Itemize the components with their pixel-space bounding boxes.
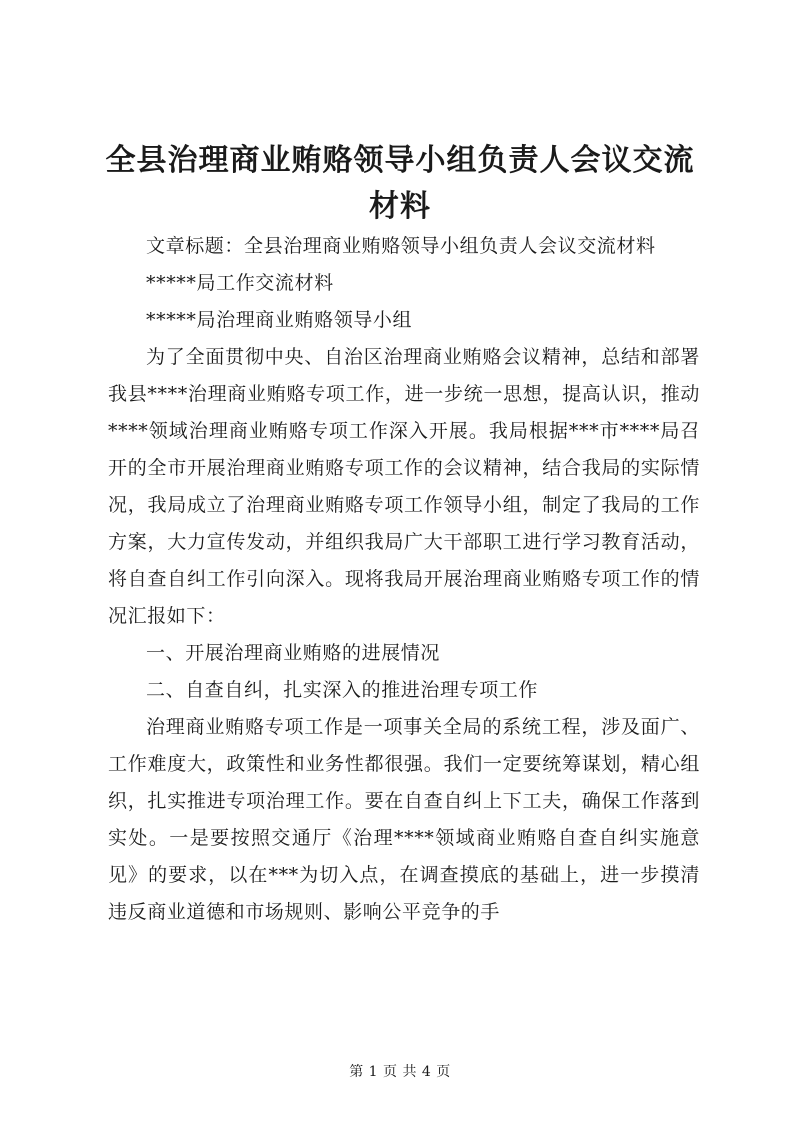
document-body bbox=[108, 228, 700, 931]
document-title: 全县治理商业贿赂领导小组负责人会议交流材料 bbox=[105, 143, 695, 224]
intro-paragraph: 为了全面贯彻中央、自治区治理商业贿赂会议精神，总结和部署我县****治理商业贿赂专项工作，进一步统一思想，提高认识，推动****领域治理商业贿赂专项工作深入开展。我局根据***市****局召开的全市开展治理商业贿赂专项工作的会议精神，结合我局的实际情况，我局成立了治理商业贿赂专项工作领导小组，制定了我局的工作方案，大力宣传发动，并组织我局广大干部职工进行学习教育活动，将自查自纠工作引向深入。现将我局开展治理商业贿赂专项工作的情况汇报如下： bbox=[108, 346, 700, 627]
bureau-material-line: *****局工作交流材料 bbox=[146, 272, 334, 294]
body-paragraph: 治理商业贿赂专项工作是一项事关全局的系统工程，涉及面广、工作难度大，政策性和业务性都很强。我们一定要统筹谋划，精心组织，扎实推进专项治理工作。要在自查自纠上下工夫，确保工作落到实处。一是要按照交通厅《治理****领域商业贿赂自查自纠实施意见》的要求，以在***为切入点，在调查摸底的基础上，进一步摸清违反商业道德和市场规则、影响公平竞争的手 bbox=[108, 716, 700, 923]
section-heading-2: 二、自查自纠，扎实深入的推进治理专项工作 bbox=[146, 679, 539, 701]
page-number: 第 1 页 共 4 页 bbox=[349, 1064, 451, 1080]
section-heading-1: 一、开展治理商业贿赂的进展情况 bbox=[146, 642, 441, 664]
article-title-line: 文章标题：全县治理商业贿赂领导小组负责人会议交流材料 bbox=[146, 235, 656, 257]
leading-group-line: *****局治理商业贿赂领导小组 bbox=[146, 309, 413, 331]
